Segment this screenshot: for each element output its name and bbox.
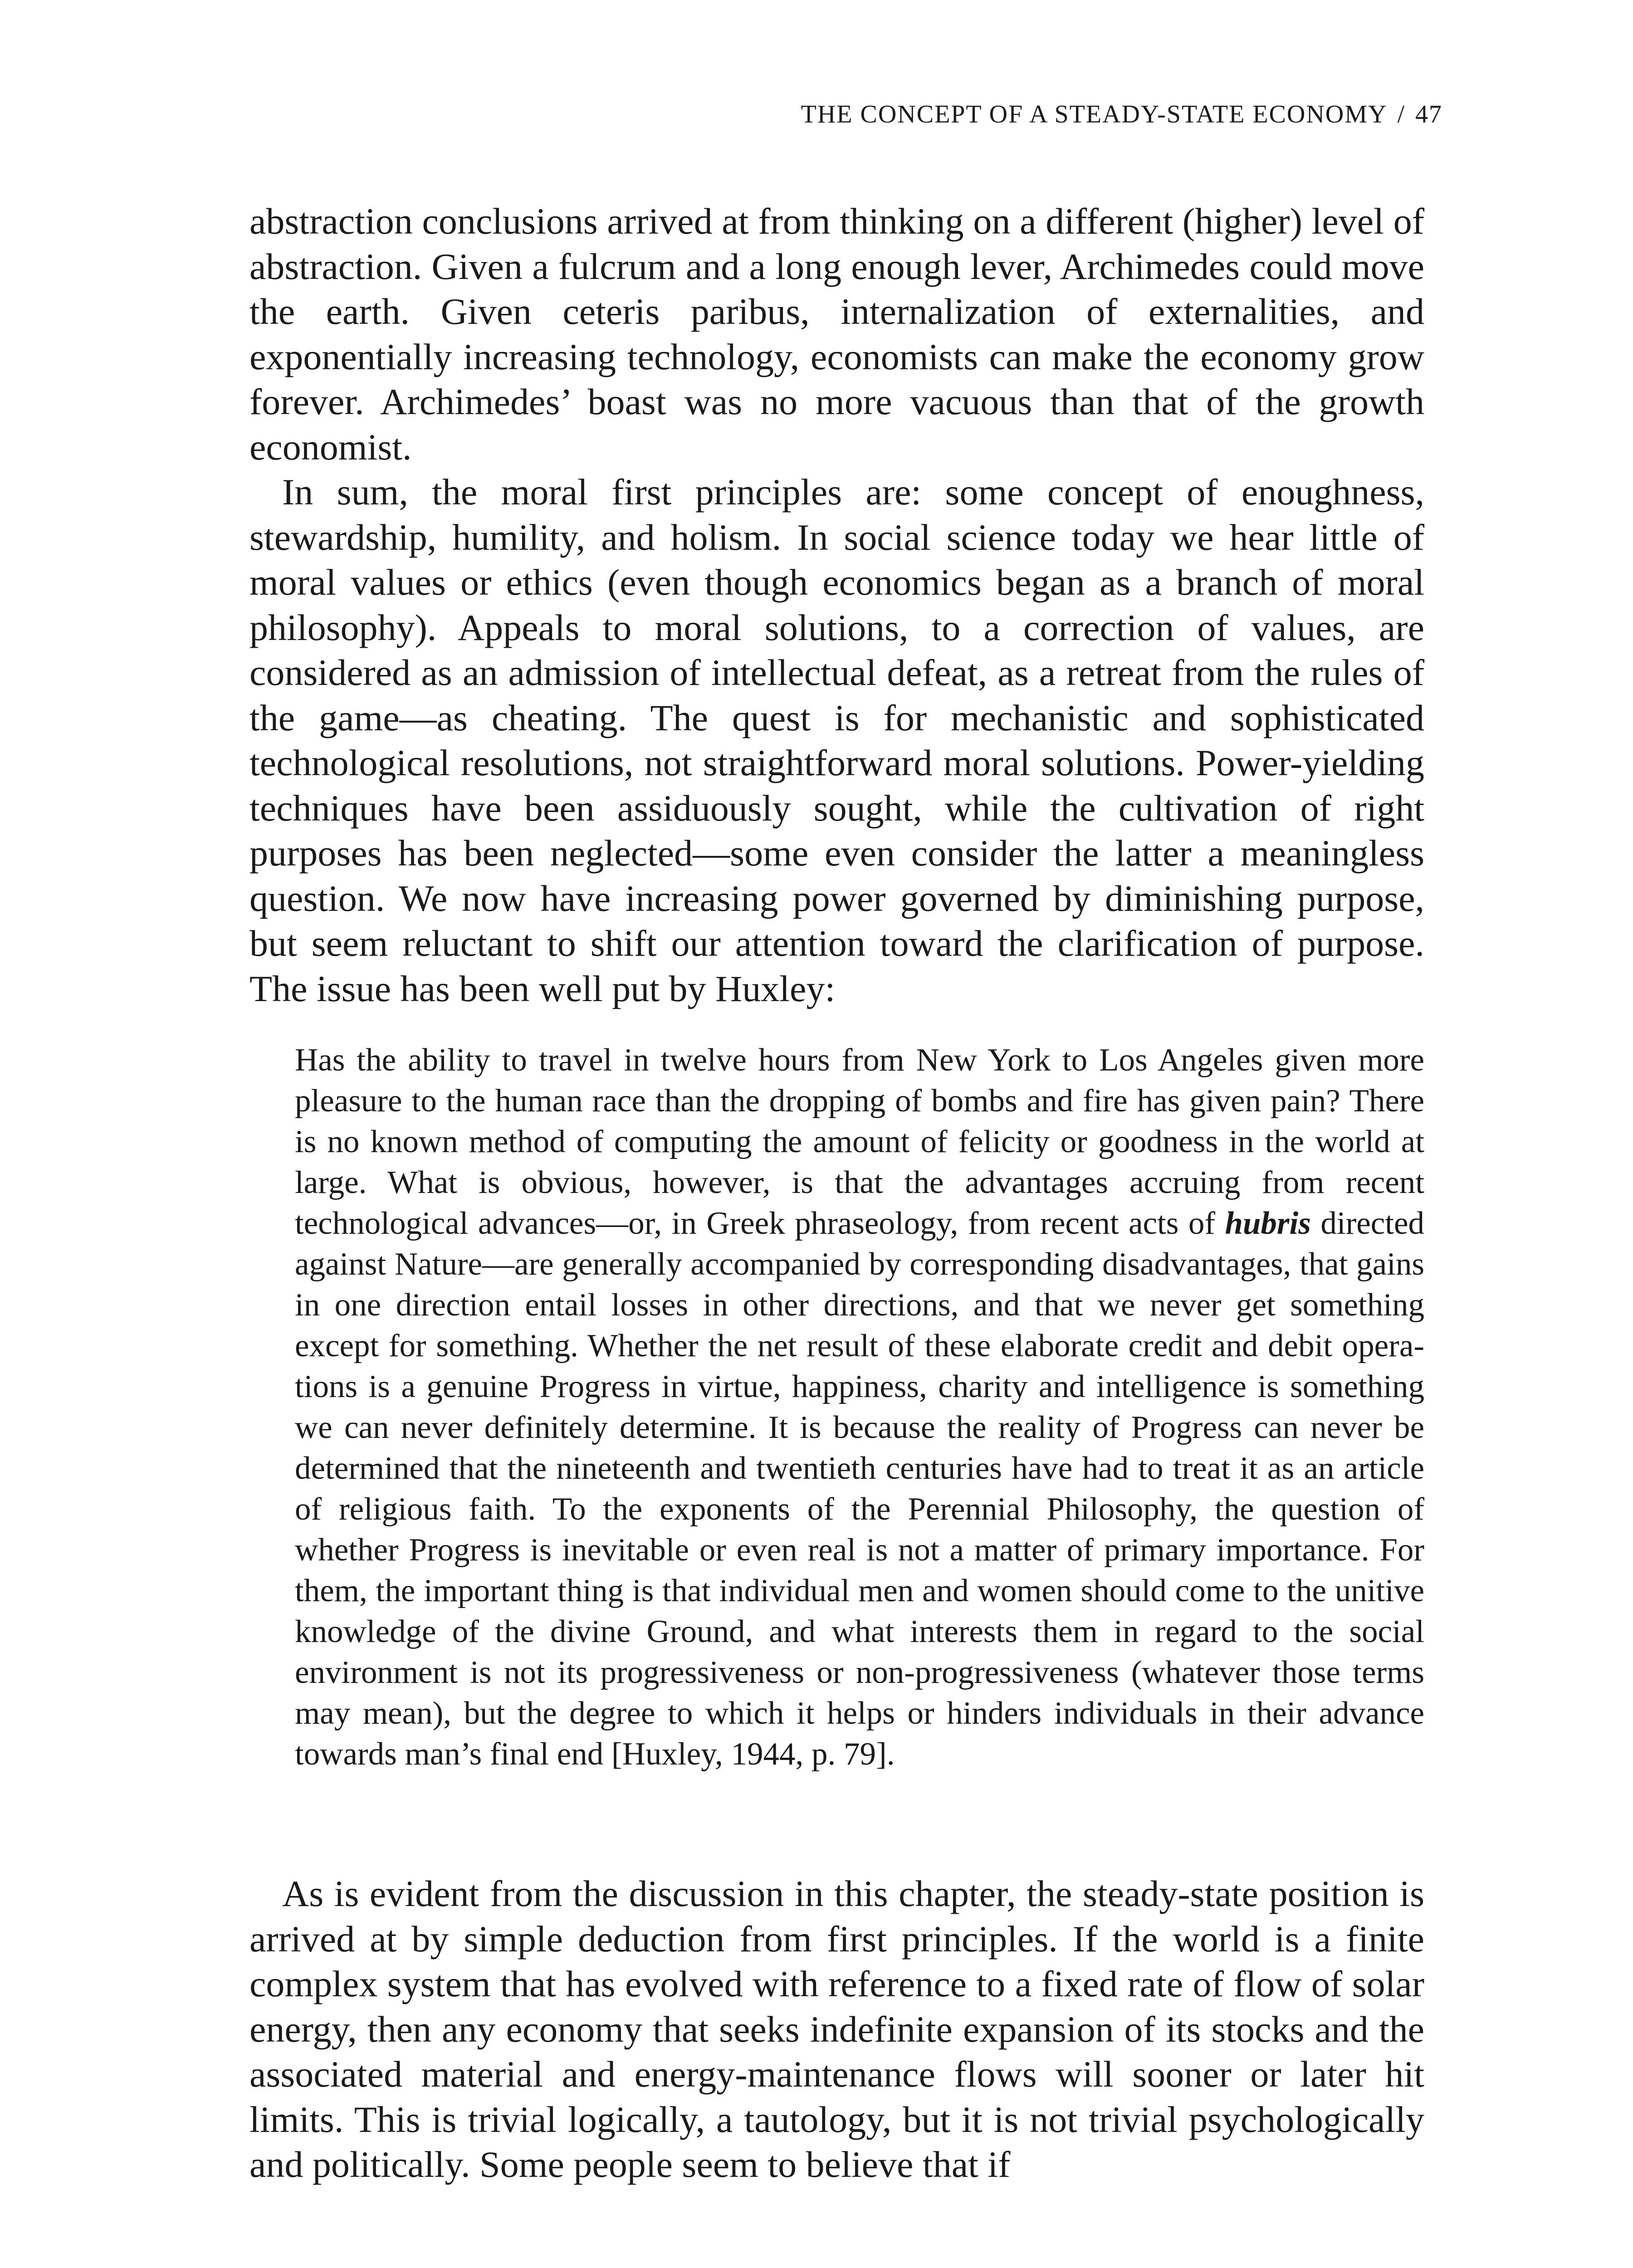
quote-text-part-2: directed against Nature—are generally accompanied by corresponding disadvantages, that gains in one direction entail losses in other directions, and that we never get something except for something. Whether the net result of these elaborate credit and debit operations is a genuine Progress in virtue, happiness, charity and intelligence is something we can never definitely determine. It is because the reality of Progress can never be determined that the nineteenth and twentieth centuries have had to treat it as an article of religious faith. To the exponents of the Perennial Philosophy, the question of whether Progress is inevitable or even real is not a matter of primary importance. For them, the important thing is that individual men and women should come to the unitive knowledge of the divine Ground, and what interests them in regard to the social environment is not its progressiveness or non-progressiveness (whatever those terms may mean), but the degree to which it helps or hinders individuals in their advance towards man’s final end [Huxley, 1944, p. 79]. — [295, 1206, 1424, 1772]
body-text-bottom — [249, 1871, 1424, 2187]
running-head-separator: / — [1397, 100, 1405, 128]
quote-text-part-1: Has the ability to travel in twelve hours from New York to Los Angeles given more pleasure to the human race than the dropping of bombs and fire has given pain? There is no known method of computing the amount of felicity or goodness in the world at large. What is obvious, however, is that the advantages accruing from recent technological advances—or, in Greek phraseology, from recent acts of — [295, 1042, 1424, 1241]
running-head — [801, 100, 1442, 129]
huxley-block-quote — [295, 1040, 1424, 1774]
quote-italic-hubris: hubris — [1225, 1206, 1311, 1241]
paragraph-steady-state: As is evident from the discussion in this chapter, the steady-state position is arrived at by simple deduction from first principles. If the world is a finite complex system that has evolved with reference to a fixed rate of flow of solar energy, then any economy that seeks indefinite expansion of its stocks and the associated material and energy-maintenance flows will sooner or later hit limits. This is trivial logically, a tautology, but it is not trivial psychologically and politically. Some people seem to believe that if — [249, 1873, 1424, 2185]
running-head-title: THE CONCEPT OF A STEADY-STATE ECONOMY — [801, 100, 1388, 128]
page-number: 47 — [1415, 100, 1442, 128]
body-text-top — [249, 199, 1424, 1011]
paragraph-continued: abstraction conclusions arrived at from thinking on a different (higher) level of abstraction. Given a fulcrum and a long enough lever, Archimedes could move the earth. Given ceteris paribus, internalization of externalities, and exponentially increasing technology, economists can make the economy grow forever. Archimedes’ boast was no more vacuous than that of the growth economist. — [249, 200, 1424, 468]
paragraph-moral-principles: In sum, the moral first principles are: some concept of enoughness, stewardship, humility, and holism. In social science today we hear little of moral values or ethics (even though economics began as a branch of moral philosophy). Appeals to moral solutions, to a correction of values, are considered as an admission of intellectual defeat, as a retreat from the rules of the game—as cheating. The quest is for mechanistic and sophisticated technological resolutions, not straightforward moral solutions. Power-yielding techniques have been assiduously sought, while the cultivation of right purposes has been neglected—some even consider the latter a meaningless question. We now have increasing power governed by diminishing purpose, but seem reluctant to shift our attention toward the clarification of purpose. The issue has been well put by Huxley: — [249, 471, 1424, 1009]
